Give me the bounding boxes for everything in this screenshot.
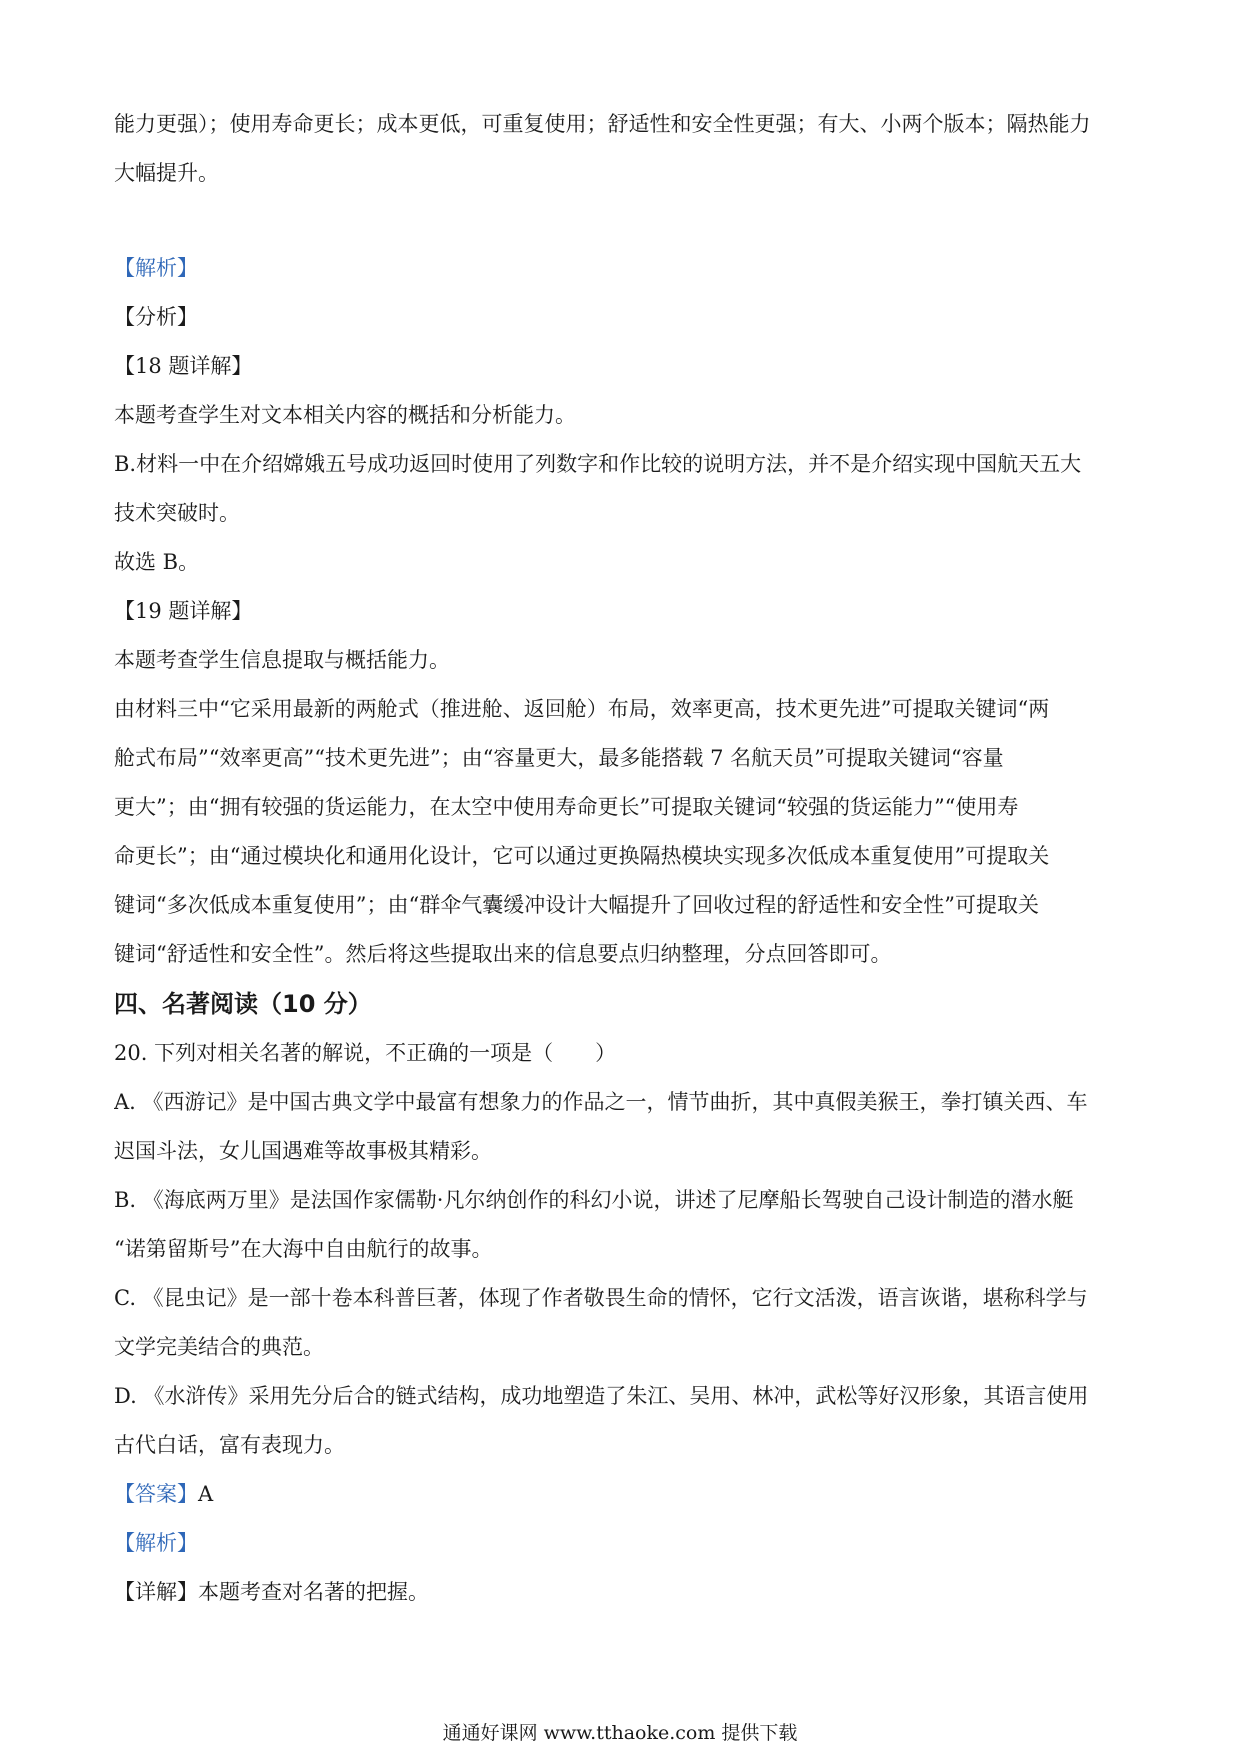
q19-line: 命更长”；由“通过模块化和通用化设计，它可以通过更换隔热模块实现多次低成本重复使用”可提取关: [114, 844, 1050, 868]
q20-answer: [114, 1470, 1134, 1519]
q19-line: 键词“多次低成本重复使用”；由“群伞气囊缓冲设计大幅提升了回收过程的舒适性和安全性”可提取关: [114, 893, 1039, 917]
page-footer: 通通好课网 www.tthaoke.com 提供下载: [442, 1722, 798, 1744]
q19-line: 由材料三中“它采用最新的两舱式（推进舱、返回舱）布局，效率更高，技术更先进”可提取关键词“两: [114, 697, 1050, 721]
q19-line: 本题考查学生信息提取与概括能力。: [114, 648, 450, 672]
q18-line: 技术突破时。: [114, 501, 240, 525]
q18-line: 故选 B。: [114, 550, 200, 574]
q20-option-line: 文学完美结合的典范。: [114, 1335, 324, 1359]
q19-line: 更大”；由“拥有较强的货运能力，在太空中使用寿命更长”可提取关键词“较强的货运能力”“使用寿: [114, 795, 1019, 819]
answer-label: 【答案】: [114, 1482, 198, 1506]
q20-option-line: B. 《海底两万里》是法国作家儒勒·凡尔纳创作的科幻小说，讲述了尼摩船长驾驶自己设计制造的潜水艇: [114, 1188, 1074, 1212]
section-heading: 四、名著阅读（10 分）: [114, 990, 372, 1018]
detail-label: 【详解】: [114, 1580, 198, 1604]
q20-analysis-label: 【解析】: [114, 1531, 198, 1555]
q20-detail: [114, 1568, 1134, 1617]
document-body: [114, 100, 1134, 1617]
q18-line: 本题考查学生对文本相关内容的概括和分析能力。: [114, 403, 576, 427]
q20-option-line: C. 《昆虫记》是一部十卷本科普巨著，体现了作者敬畏生命的情怀，它行文活泼，语言诙谐，堪称科学与: [114, 1286, 1088, 1310]
paragraph-line: 能力更强）；使用寿命更长；成本更低，可重复使用；舒适性和安全性更强；有大、小两个版本；隔热能力: [114, 112, 1091, 136]
detail-text: 本题考查对名著的把握。: [198, 1580, 429, 1604]
q20-option-line: 古代白话，富有表现力。: [114, 1433, 345, 1457]
answer-value: A: [198, 1482, 214, 1506]
q18-line: B.材料一中在介绍嫦娥五号成功返回时使用了列数字和作比较的说明方法，并不是介绍实现中国航天五大: [114, 452, 1082, 476]
q20-option-line: A. 《西游记》是中国古典文学中最富有想象力的作品之一，情节曲折，其中真假美猴王，拳打镇关西、车: [114, 1090, 1088, 1114]
q18-label: 【18 题详解】: [114, 354, 253, 378]
fenxi-label: 【分析】: [114, 305, 198, 329]
q20-stem: 20. 下列对相关名著的解说，不正确的一项是（ ）: [114, 1041, 617, 1065]
analysis-label: 【解析】: [114, 256, 198, 280]
q20-option-line: D. 《水浒传》采用先分后合的链式结构，成功地塑造了朱江、吴用、林冲，武松等好汉形象，其语言使用: [114, 1384, 1089, 1408]
q19-label: 【19 题详解】: [114, 599, 253, 623]
q19-line: 键词“舒适性和安全性”。然后将这些提取出来的信息要点归纳整理，分点回答即可。: [114, 942, 892, 966]
q20-option-line: “诺第留斯号”在大海中自由航行的故事。: [114, 1237, 493, 1261]
paragraph-line: 大幅提升。: [114, 161, 219, 185]
q20-option-line: 迟国斗法，女儿国遇难等故事极其精彩。: [114, 1139, 492, 1163]
q19-line: 舱式布局”“效率更高”“技术更先进”；由“容量更大，最多能搭载 7 名航天员”可提取关键词“容量: [114, 746, 1004, 770]
